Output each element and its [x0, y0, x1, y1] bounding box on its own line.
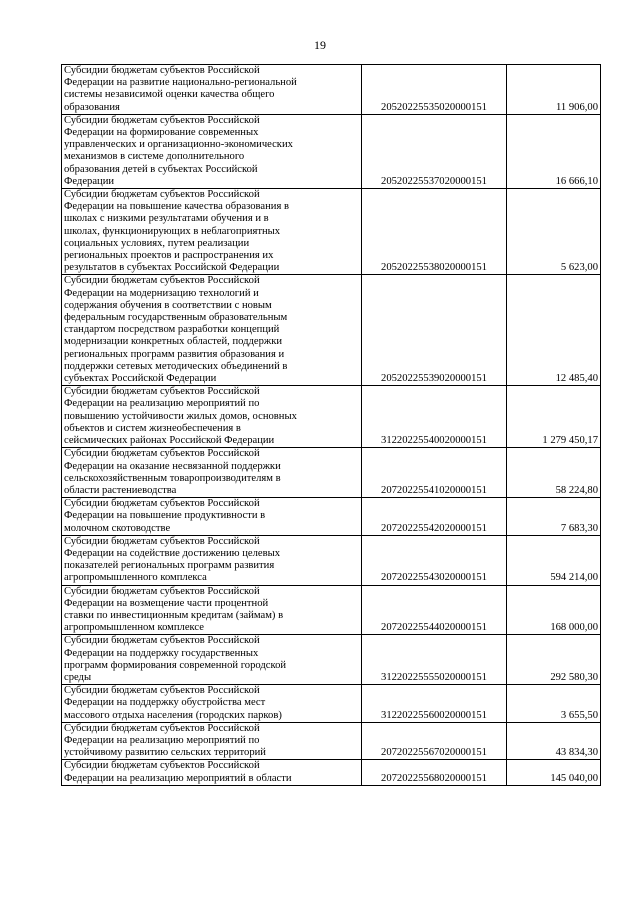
row-budget-code: 20720225541020000151 — [362, 448, 507, 498]
row-amount: 168 000,00 — [507, 585, 601, 635]
description-line: Субсидии бюджетам субъектов Российской — [64, 760, 260, 772]
table-row — [62, 189, 601, 275]
row-budget-code: 20520225538020000151 — [362, 189, 507, 275]
table-row — [62, 685, 601, 723]
table-row — [62, 498, 601, 536]
budget-table-body — [62, 65, 601, 786]
description-line: стандартом посредством разработки концепций — [64, 324, 280, 336]
row-description — [62, 275, 362, 386]
row-amount: 58 224,80 — [507, 448, 601, 498]
description-line: результатов в субъектах Российской Федерации — [64, 262, 280, 274]
row-budget-code: 20520225537020000151 — [362, 114, 507, 188]
description-line: массового отдыха населения (городских парков) — [64, 709, 282, 721]
row-amount: 3 655,50 — [507, 685, 601, 723]
table-row — [62, 448, 601, 498]
description-line: Федерации на реализацию мероприятий по — [64, 398, 260, 410]
description-line: субъектах Российской Федерации — [64, 373, 217, 385]
description-line: Субсидии бюджетам субъектов Российской — [64, 498, 260, 510]
description-line: школах, функционирующих в неблагоприятных — [64, 225, 281, 237]
row-budget-code: 20520225535020000151 — [362, 65, 507, 115]
row-description — [62, 722, 362, 760]
row-amount: 12 485,40 — [507, 275, 601, 386]
description-line: Федерации — [64, 175, 115, 187]
description-line: устойчивому развитию сельских территорий — [64, 747, 266, 759]
row-description — [62, 585, 362, 635]
table-row — [62, 635, 601, 685]
row-amount: 11 906,00 — [507, 65, 601, 115]
row-amount: 145 040,00 — [507, 760, 601, 785]
description-line: Субсидии бюджетам субъектов Российской — [64, 635, 260, 647]
description-line: Субсидии бюджетам субъектов Российской — [64, 448, 260, 460]
table-row — [62, 760, 601, 785]
description-line: Субсидии бюджетам субъектов Российской — [64, 386, 260, 398]
description-line: модернизации конкретных областей, поддержки — [64, 336, 283, 348]
description-line: Субсидии бюджетам субъектов Российской — [64, 65, 260, 76]
description-line: ставки по инвестиционным кредитам (займам) в — [64, 609, 284, 621]
row-amount: 5 623,00 — [507, 189, 601, 275]
description-line: Субсидии бюджетам субъектов Российской — [64, 535, 260, 547]
description-line: сельскохозяйственным товаропроизводителям в — [64, 472, 281, 484]
table-row — [62, 114, 601, 188]
row-budget-code: 20720225542020000151 — [362, 498, 507, 536]
description-line: Субсидии бюджетам субъектов Российской — [64, 189, 260, 201]
page-number: 19 — [314, 38, 326, 52]
description-line: механизмов в системе дополнительного — [64, 151, 245, 163]
table-row — [62, 535, 601, 585]
description-line: образования детей в субъектах Российской — [64, 163, 258, 175]
row-budget-code: 20720225543020000151 — [362, 535, 507, 585]
description-line: региональных программ развития образования и — [64, 348, 285, 360]
description-line: программ формирования современной городской — [64, 659, 287, 671]
description-line: образования — [64, 101, 120, 113]
description-line: объектов и систем жизнеобеспечения в — [64, 422, 241, 434]
budget-table — [61, 64, 601, 786]
description-line: Субсидии бюджетам субъектов Российской — [64, 585, 260, 597]
description-line: Федерации на развитие национально-региональной — [64, 77, 297, 89]
row-description — [62, 535, 362, 585]
table-row — [62, 275, 601, 386]
row-description — [62, 114, 362, 188]
description-line: поддержки сетевых методических объединений в — [64, 360, 288, 372]
description-line: среды — [64, 671, 92, 683]
description-line: управленческих и организационно-экономических — [64, 139, 293, 151]
description-line: молочном скотоводстве — [64, 522, 171, 534]
description-line: Субсидии бюджетам субъектов Российской — [64, 114, 260, 126]
row-amount: 16 666,10 — [507, 114, 601, 188]
description-line: школах с низкими результатами обучения и в — [64, 213, 269, 225]
description-line: Федерации на модернизацию технологий и — [64, 287, 259, 299]
row-amount: 7 683,30 — [507, 498, 601, 536]
table-row — [62, 65, 601, 115]
description-line: сейсмических районах Российской Федерации — [64, 435, 275, 447]
description-line: показателей региональных программ развития — [64, 560, 275, 572]
row-budget-code: 31220225540020000151 — [362, 386, 507, 448]
description-line: Субсидии бюджетам субъектов Российской — [64, 275, 260, 287]
description-line: Федерации на формирование современных — [64, 127, 259, 139]
description-line: агропромышленном комплексе — [64, 622, 204, 634]
row-description — [62, 65, 362, 115]
table-row — [62, 386, 601, 448]
description-line: системы независимой оценки качества общего — [64, 89, 275, 101]
description-line: области растениеводства — [64, 484, 177, 496]
description-line: региональных проектов и распространения их — [64, 250, 274, 262]
row-description — [62, 498, 362, 536]
row-description — [62, 189, 362, 275]
row-budget-code: 20720225544020000151 — [362, 585, 507, 635]
description-line: содержания обучения в соответствии с новым — [64, 299, 272, 311]
row-amount: 43 834,30 — [507, 722, 601, 760]
row-amount: 292 580,30 — [507, 635, 601, 685]
row-description — [62, 685, 362, 723]
table-row — [62, 585, 601, 635]
description-line: федеральным государственным образовательным — [64, 312, 288, 324]
description-line: Федерации на содействие достижению целевых — [64, 547, 281, 559]
description-line: Федерации на реализацию мероприятий по — [64, 734, 260, 746]
row-budget-code: 20720225567020000151 — [362, 722, 507, 760]
row-description — [62, 386, 362, 448]
table-row — [62, 722, 601, 760]
description-line: Федерации на оказание несвязанной поддержки — [64, 460, 281, 472]
description-line: Федерации на поддержку государственных — [64, 647, 259, 659]
description-line: Федерации на повышение продуктивности в — [64, 510, 266, 522]
row-budget-code: 31220225560020000151 — [362, 685, 507, 723]
row-amount: 594 214,00 — [507, 535, 601, 585]
row-description — [62, 760, 362, 785]
row-budget-code: 31220225555020000151 — [362, 635, 507, 685]
row-budget-code: 20720225568020000151 — [362, 760, 507, 785]
description-line: Субсидии бюджетам субъектов Российской — [64, 685, 260, 697]
description-line: Федерации на реализацию мероприятий в области — [64, 772, 292, 784]
description-line: повышению устойчивости жилых домов, основных — [64, 410, 297, 422]
row-description — [62, 635, 362, 685]
description-line: Федерации на повышение качества образования в — [64, 201, 289, 213]
description-line: Федерации на возмещение части процентной — [64, 597, 269, 609]
description-line: Субсидии бюджетам субъектов Российской — [64, 722, 260, 734]
row-amount: 1 279 450,17 — [507, 386, 601, 448]
description-line: агропромышленного комплекса — [64, 572, 207, 584]
description-line: социальных условиях, путем реализации — [64, 237, 250, 249]
row-description — [62, 448, 362, 498]
description-line: Федерации на поддержку обустройства мест — [64, 697, 266, 709]
row-budget-code: 20520225539020000151 — [362, 275, 507, 386]
